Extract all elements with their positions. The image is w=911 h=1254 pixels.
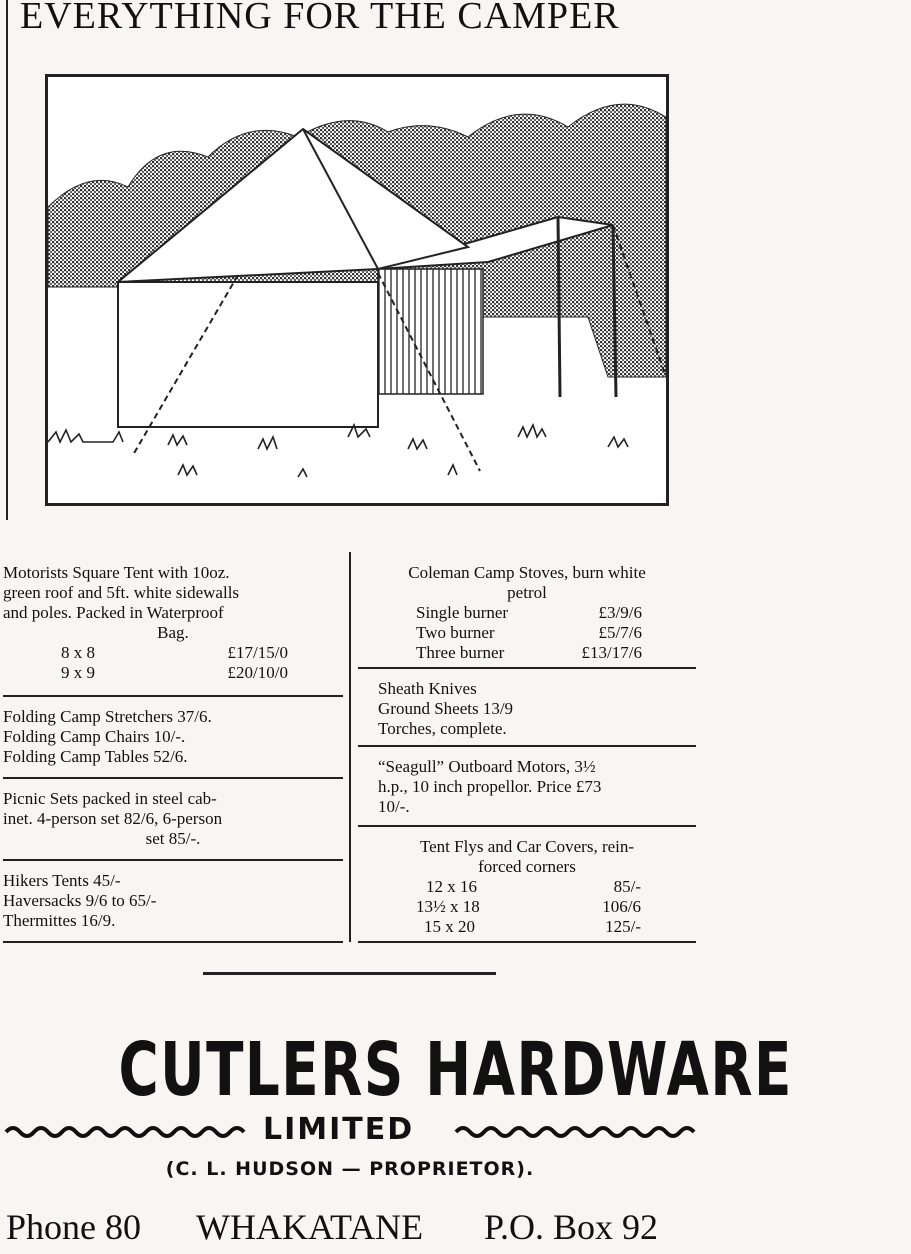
size-label: 15 x 20 <box>424 917 475 936</box>
price-label: 85/- <box>613 877 641 896</box>
price-row <box>358 917 696 937</box>
right-column <box>358 563 696 943</box>
picnic-listing <box>3 789 343 849</box>
section-rule <box>3 859 343 861</box>
price-row <box>358 897 696 917</box>
column-divider <box>349 552 351 942</box>
tent-wall <box>118 282 378 427</box>
text-line: and poles. Packed in Waterproof <box>3 603 224 622</box>
text-line: Thermittes 16/9. <box>3 911 116 930</box>
proprietor-line: (C. L. HUDSON — PROPRIETOR). <box>165 1158 535 1180</box>
section-rule <box>358 667 696 669</box>
price-label: 106/6 <box>602 897 641 916</box>
tent-listing <box>3 563 343 683</box>
center-rule <box>203 972 496 975</box>
text-line: set 85/-. <box>145 829 201 848</box>
text-line: “Seagull” Outboard Motors, 3½ <box>378 757 596 776</box>
item-label: Single burner <box>416 603 509 622</box>
left-column <box>3 563 343 943</box>
item-label: Two burner <box>416 623 495 642</box>
price-label: 125/- <box>605 917 641 936</box>
text-line: Coleman Camp Stoves, burn white <box>408 563 646 582</box>
section-rule <box>3 777 343 779</box>
limited-text: LIMITED <box>263 1112 415 1147</box>
price-row <box>358 643 696 663</box>
seagull-listing <box>358 757 696 817</box>
size-label: 12 x 16 <box>426 877 477 896</box>
left-border-rule <box>6 0 8 520</box>
brand-name <box>0 1027 793 1113</box>
right-wave-ornament <box>456 1126 692 1138</box>
section-rule <box>358 825 696 827</box>
size-label: 8 x 8 <box>61 643 95 662</box>
section-rule <box>3 695 343 697</box>
flys-listing <box>358 837 696 937</box>
price-row <box>358 877 696 897</box>
text-line: Folding Camp Tables 52/6. <box>3 747 188 766</box>
price-row <box>358 603 696 623</box>
phone-text: Phone 80 <box>6 1207 141 1247</box>
text-line: petrol <box>507 583 547 602</box>
text-line: h.p., 10 inch propellor. Price £73 <box>378 777 602 796</box>
town-text: WHAKATANE <box>196 1207 424 1247</box>
po-box-text: P.O. Box 92 <box>484 1207 659 1247</box>
text-line: Picnic Sets packed in steel cab- <box>3 789 217 808</box>
headline <box>0 0 700 38</box>
limited-line <box>0 1112 700 1152</box>
knives-listing <box>358 679 696 739</box>
size-label: 13½ x 18 <box>416 897 480 916</box>
text-line: Motorists Square Tent with 10oz. <box>3 563 230 582</box>
text-line: Torches, complete. <box>378 719 507 738</box>
section-rule <box>358 941 696 943</box>
size-label: 9 x 9 <box>61 663 95 682</box>
text-line: Ground Sheets 13/9 <box>378 699 514 718</box>
item-label: Three burner <box>416 643 505 662</box>
stoves-listing <box>358 563 696 663</box>
text-line: Folding Camp Stretchers 37/6. <box>3 707 212 726</box>
price-label: £17/15/0 <box>227 643 288 662</box>
text-line: green roof and 5ft. white sidewalls <box>3 583 240 602</box>
footer <box>0 1206 700 1254</box>
text-line: Haversacks 9/6 to 65/- <box>3 891 157 910</box>
text-line: Hikers Tents 45/- <box>3 871 121 890</box>
left-wave-ornament <box>6 1126 242 1138</box>
text-line: Bag. <box>157 623 189 642</box>
text-line: inet. 4-person set 82/6, 6-person <box>3 809 223 828</box>
price-row <box>3 643 343 663</box>
hikers-listing <box>3 871 343 931</box>
price-label: £20/10/0 <box>227 663 288 682</box>
price-label: £5/7/6 <box>598 623 642 642</box>
tent-drawing <box>48 77 666 503</box>
price-label: £13/17/6 <box>581 643 642 662</box>
section-rule <box>358 745 696 747</box>
brand-name-text: CUTLERS HARDWARE <box>118 1027 793 1113</box>
text-line: Folding Camp Chairs 10/-. <box>3 727 186 746</box>
text-line: forced corners <box>478 857 576 876</box>
text-line: Sheath Knives <box>378 679 477 698</box>
price-row <box>358 623 696 643</box>
stretchers-listing <box>3 707 343 767</box>
text-line: 10/-. <box>378 797 410 816</box>
text-line: Tent Flys and Car Covers, rein- <box>419 837 635 856</box>
price-row <box>3 663 343 683</box>
price-label: £3/9/6 <box>598 603 642 622</box>
section-rule <box>3 941 343 943</box>
headline-text: EVERYTHING FOR THE CAMPER <box>20 0 620 37</box>
tent-illustration <box>45 74 669 506</box>
